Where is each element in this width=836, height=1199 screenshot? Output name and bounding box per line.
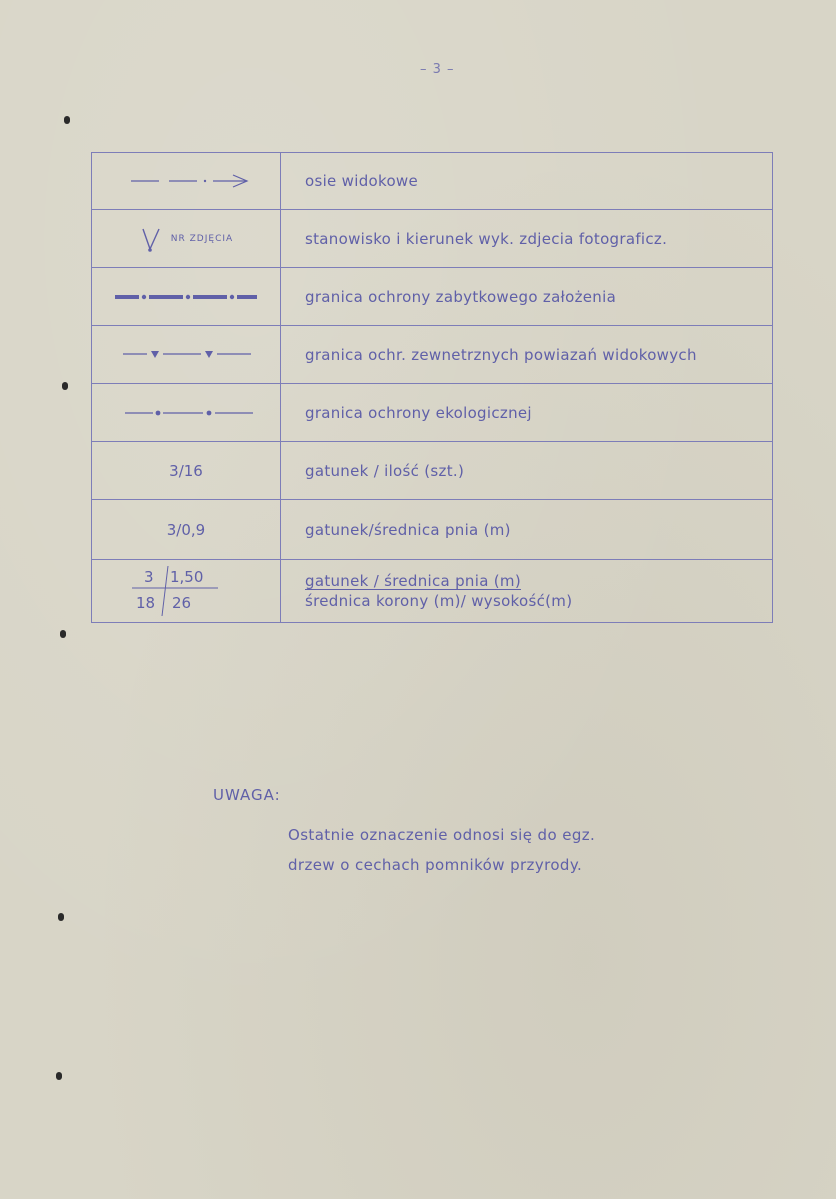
ecological-boundary-icon — [111, 407, 261, 419]
legend-row — [92, 560, 773, 623]
legend-table — [91, 152, 773, 623]
legend-symbol-cell — [92, 384, 281, 442]
legend-symbol-cell — [92, 560, 281, 623]
legend-symbol-cell — [92, 442, 281, 500]
punch-hole-5 — [56, 1072, 62, 1080]
punch-hole-3 — [60, 630, 66, 638]
punch-hole-1 — [64, 116, 70, 124]
legend-symbol-cell — [92, 268, 281, 326]
legend-symbol-cell — [92, 210, 281, 268]
legend-row — [92, 153, 773, 210]
legend-symbol-cell — [92, 500, 281, 560]
note-body — [288, 820, 595, 880]
punch-hole-2 — [62, 382, 68, 390]
legend-row — [92, 384, 773, 442]
fraction-description — [305, 571, 772, 611]
fraction-bottom-right: 26 — [172, 594, 192, 612]
legend-row — [92, 326, 773, 384]
legend-description: stanowisko i kierunek wyk. zdjecia fotograficz. — [281, 210, 773, 268]
fraction-lines-icon — [92, 560, 280, 622]
legend-description: granica ochrony ekologicznej — [281, 384, 773, 442]
legend-description — [281, 560, 773, 623]
fraction-bottom-left: 18 — [136, 594, 156, 612]
photo-direction-icon — [139, 225, 163, 253]
note-heading: UWAGA: — [213, 786, 281, 804]
legend-description: gatunek/średnica pnia (m) — [281, 500, 773, 560]
legend-row — [92, 500, 773, 560]
legend-description: osie widokowe — [281, 153, 773, 210]
view-axis-arrow-icon — [111, 171, 261, 191]
fraction-description-top: gatunek / średnica pnia (m) — [305, 572, 521, 590]
legend-description: granica ochr. zewnetrznych powiazań widokowych — [281, 326, 773, 384]
legend-row — [92, 442, 773, 500]
note-line-2: drzew o cechach pomników przyrody. — [288, 856, 583, 874]
legend-symbol-cell — [92, 153, 281, 210]
view-relation-boundary-icon — [111, 348, 261, 362]
species-diameter-symbol: 3/0,9 — [166, 521, 206, 539]
punch-hole-4 — [58, 913, 64, 921]
legend-row — [92, 268, 773, 326]
photo-number-label: NR ZDJĘCIA — [170, 233, 234, 244]
fraction-symbol — [92, 560, 280, 622]
fraction-description-bottom: średnica korony (m)/ wysokość(m) — [305, 592, 573, 610]
legend-symbol-cell — [92, 326, 281, 384]
note-line-1: Ostatnie oznaczenie odnosi się do egz. — [288, 826, 596, 844]
fraction-top-right: 1,50 — [170, 568, 204, 586]
fraction-top-left: 3 — [144, 568, 154, 586]
legend-row — [92, 210, 773, 268]
legend-description: granica ochrony zabytkowego założenia — [281, 268, 773, 326]
page-number: – 3 – — [420, 62, 455, 77]
species-count-symbol: 3/16 — [169, 462, 203, 480]
monument-boundary-line-icon — [111, 291, 261, 303]
legend-description: gatunek / ilość (szt.) — [281, 442, 773, 500]
